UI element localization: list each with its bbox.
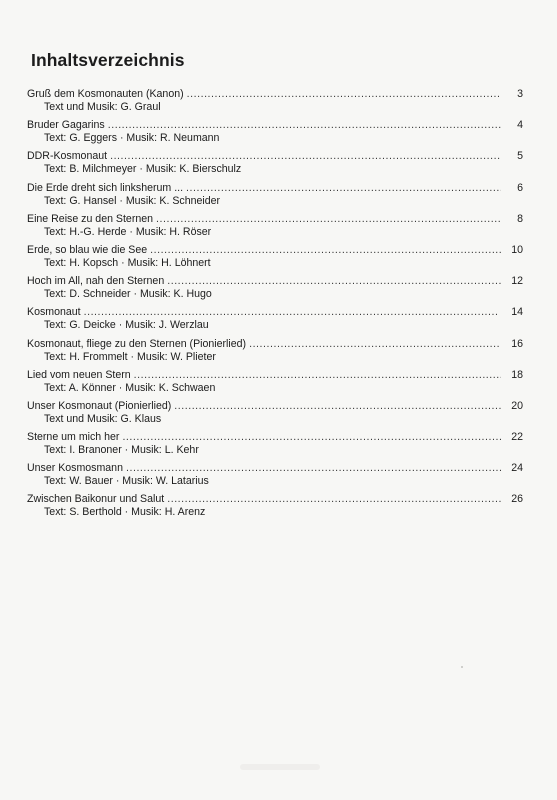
song-credits: Text: H. Kopsch · Musik: H. Löhnert [44,256,211,269]
toc-entry [27,275,523,306]
page-number: 6 [517,181,523,194]
toc-entry [27,213,523,244]
dot-leader [174,400,501,413]
page-number: 26 [511,493,523,506]
song-title: Lied vom neuen Stern [27,368,131,381]
page-number: 8 [517,212,523,225]
toc-entry [27,182,523,213]
page-number: 22 [511,431,523,444]
page-number: 24 [511,462,523,475]
toc-entry [27,119,523,150]
toc-entry [27,431,523,462]
dot-leader [134,369,501,382]
toc-entry [27,338,523,369]
song-credits: Text: A. Könner · Musik: K. Schwaen [44,381,216,394]
toc-entry [27,244,523,275]
dot-leader [187,88,501,101]
dot-leader [249,338,501,351]
page-number: 4 [517,119,523,132]
toc-entry [27,400,523,431]
song-credits: Text: B. Milchmeyer · Musik: K. Bierschulz [44,163,242,176]
dot-leader [167,493,501,506]
table-of-contents [27,88,523,525]
page-number: 18 [511,368,523,381]
song-credits: Text: G. Eggers · Musik: R. Neumann [44,132,220,145]
song-title: Kosmonaut [27,306,81,319]
paper-speck [461,666,463,668]
song-credits: Text: W. Bauer · Musik: W. Latarius [44,475,209,488]
song-title: Zwischen Baikonur und Salut [27,493,165,506]
page-number: 3 [517,88,523,100]
toc-entry [27,88,523,119]
page-number: 12 [511,275,523,288]
page-number: 5 [517,150,523,163]
song-credits: Text: I. Branoner · Musik: L. Kehr [44,444,199,457]
dot-leader [186,182,501,195]
song-title: Erde, so blau wie die See [27,243,148,256]
dot-leader [167,275,501,288]
toc-entry [27,493,523,524]
show-through-smudge [240,764,320,770]
song-title: Hoch im All, nah den Sternen [27,275,165,288]
toc-entry [27,369,523,400]
song-title: Gruß dem Kosmonauten (Kanon) [27,88,184,100]
toc-entry [27,306,523,337]
dot-leader [108,119,501,132]
song-credits: Text: G. Hansel · Musik: K. Schneider [44,194,221,207]
toc-entry [27,150,523,181]
dot-leader [126,462,501,475]
dot-leader [84,306,501,319]
song-credits: Text: H.-G. Herde · Musik: H. Röser [44,225,212,238]
song-credits: Text: H. Frommelt · Musik: W. Plieter [44,350,216,363]
dot-leader [156,213,501,226]
song-title: Kosmonaut, fliege zu den Sternen (Pionierlied) [27,337,247,350]
song-title: Sterne um mich her [27,431,120,444]
page-number: 14 [511,306,523,319]
song-title: Unser Kosmonaut (Pionierlied) [27,399,172,412]
song-title: Die Erde dreht sich linksherum ... [27,181,184,194]
page-number: 16 [511,337,523,350]
page-number: 20 [511,399,523,412]
song-title: DDR-Kosmonaut [27,150,108,163]
dot-leader [150,244,501,257]
song-credits: Text: D. Schneider · Musik: K. Hugo [44,288,212,301]
dot-leader [110,150,501,163]
song-title: Eine Reise zu den Sternen [27,212,154,225]
page-number: 10 [511,243,523,256]
song-title: Unser Kosmosmann [27,462,123,475]
page-title: Inhaltsverzeichnis [31,50,185,70]
toc-entry [27,462,523,493]
song-title: Bruder Gagarins [27,119,105,132]
song-credits: Text: S. Berthold · Musik: H. Arenz [44,506,206,519]
song-credits: Text und Musik: G. Klaus [44,412,162,425]
song-credits: Text und Musik: G. Graul [44,101,161,113]
song-credits: Text: G. Deicke · Musik: J. Werzlau [44,319,209,332]
dot-leader [122,431,501,444]
